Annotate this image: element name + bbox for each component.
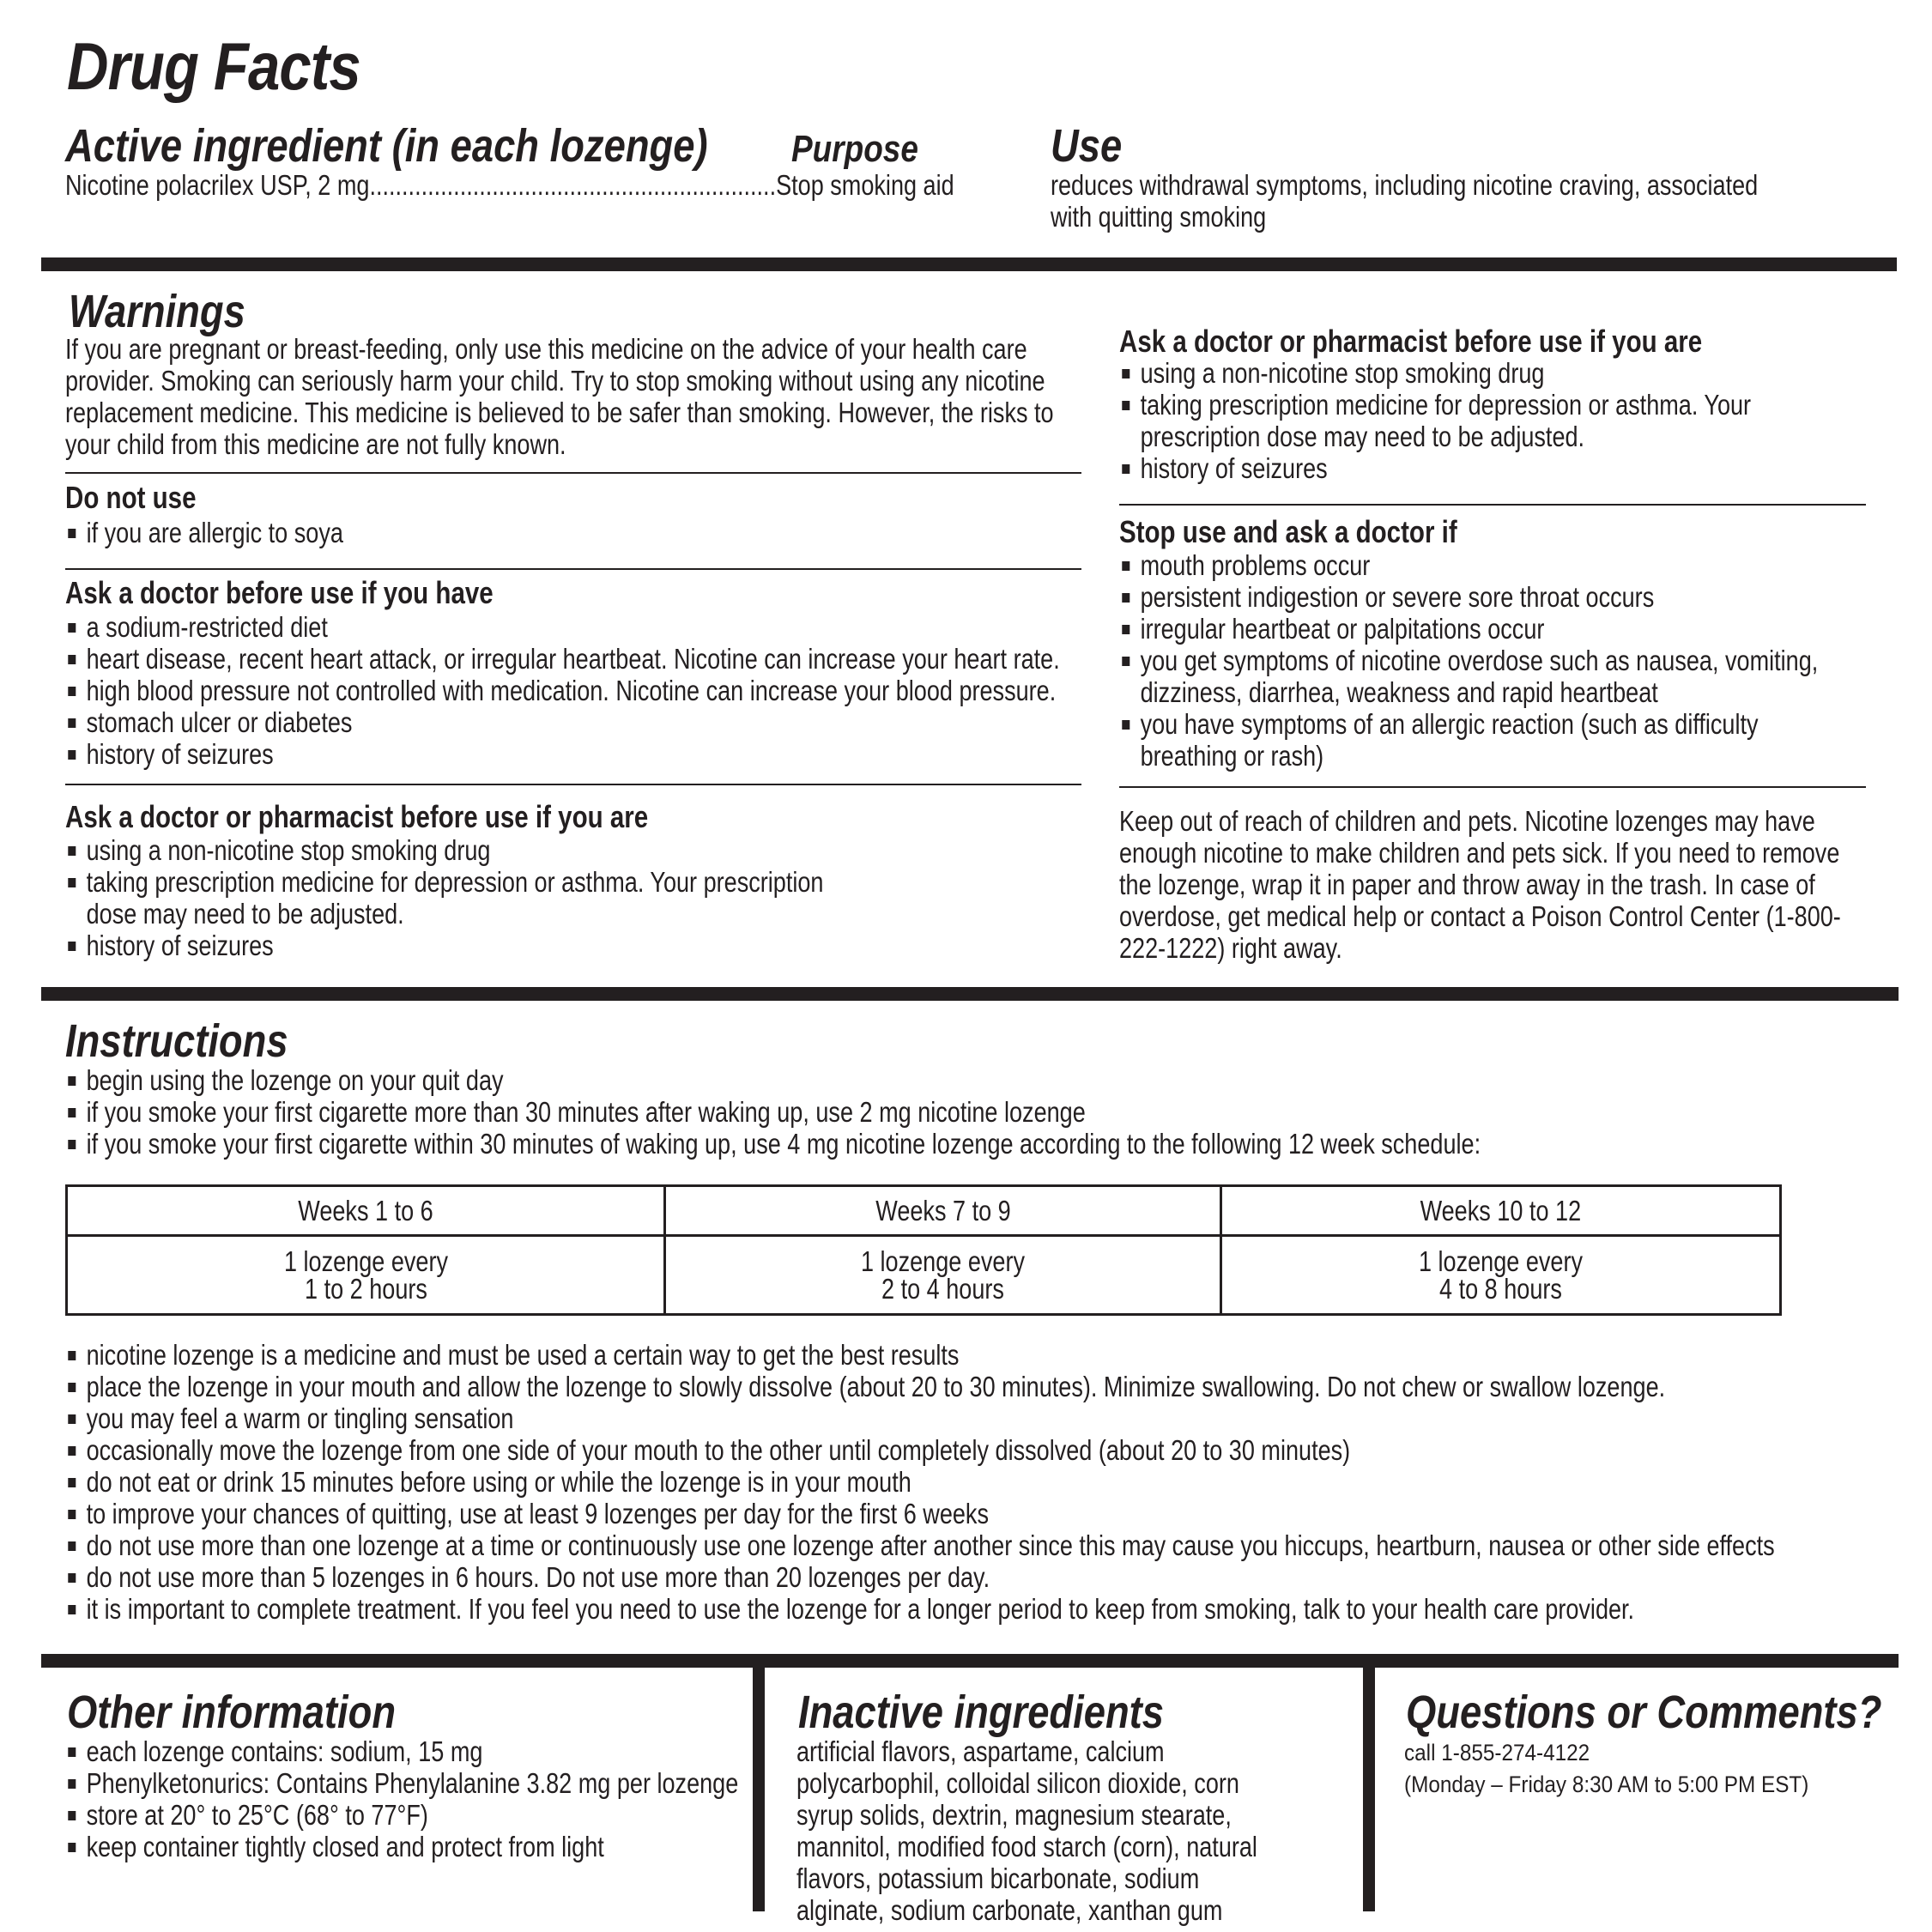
list-item: it is important to complete treatment. If you feel you need to use the lozenge for a longer period to keep from smoking, talk to your health care provider. — [65, 1593, 1775, 1625]
list-item: history of seizures — [1119, 452, 1858, 484]
section-divider — [41, 987, 1899, 1001]
ask-pharmacist-list-right — [1119, 357, 1858, 484]
instructions-list — [65, 1339, 1775, 1625]
list-item: stomach ulcer or diabetes — [65, 706, 1060, 738]
questions-phone: call 1-855-274-4122 — [1404, 1740, 1590, 1765]
list-item: history of seizures — [65, 738, 1060, 770]
schedule-header: Weeks 7 to 9 — [665, 1186, 1221, 1236]
list-item: if you smoke your first cigarette within 30 minutes of waking up, use 4 mg nicotine lozenge according to the following 12 week schedule: — [65, 1128, 1481, 1160]
keep-out-of-reach: Keep out of reach of children and pets. Nicotine lozenges may have enough nicotine to make children and pets sick. If you need to remove the lozenge, wrap it in paper and throw away in the trash. In case of overdose, get medical help or contact a Poison Control Center (1-800-222-1222) right away. — [1119, 805, 1841, 964]
list-item: a sodium-restricted diet — [65, 611, 1060, 643]
stop-use-list — [1119, 549, 1858, 772]
other-information-heading: Other information — [67, 1687, 397, 1738]
inactive-ingredients-heading: Inactive ingredients — [798, 1687, 1165, 1738]
list-item: taking prescription medicine for depression or asthma. Your prescription dose may need to be adjusted. — [65, 866, 833, 930]
list-item: using a non-nicotine stop smoking drug — [1119, 357, 1858, 389]
list-item: Phenylketonurics: Contains Phenylalanine 3.82 mg per lozenge — [65, 1767, 738, 1799]
section-divider — [41, 1654, 1899, 1668]
rule — [1119, 504, 1866, 506]
list-item: store at 20° to 25°C (68° to 77°F) — [65, 1799, 738, 1831]
column-divider — [753, 1654, 765, 1911]
list-item: high blood pressure not controlled with medication. Nicotine can increase your blood pressure. — [65, 675, 1060, 706]
inactive-ingredients-text: artificial flavors, aspartame, calcium polycarbophil, colloidal silicon dioxide, corn syrup solids, dextrin, magnesium stearate, mannitol, modified food starch (corn), natural flavors, potassium bicarbonate, sodium alginate, sodium carbonate, xanthan gum — [796, 1735, 1257, 1926]
column-divider — [1363, 1654, 1375, 1911]
do-not-use-heading: Do not use — [65, 480, 197, 515]
pregnancy-warning: If you are pregnant or breast-feeding, only use this medicine on the advice of your health care provider. Smoking can seriously harm your child. Try to stop smoking without using any nicotine replacement medicine. This medicine is believed to be safer than smoking. However, the risks to your child from this medicine are not fully known. — [65, 333, 1054, 460]
purpose-heading: Purpose — [791, 128, 918, 170]
schedule-header: Weeks 10 to 12 — [1221, 1186, 1781, 1236]
list-item: do not use more than one lozenge at a time or continuously use one lozenge after another since this may cause you hiccups, heartburn, nausea or other side effects — [65, 1529, 1775, 1561]
list-item: mouth problems occur — [1119, 549, 1858, 581]
questions-hours: (Monday – Friday 8:30 AM to 5:00 PM EST) — [1404, 1772, 1809, 1797]
stop-use-heading: Stop use and ask a doctor if — [1119, 514, 1457, 549]
ask-pharmacist-heading-right: Ask a doctor or pharmacist before use if you are — [1119, 324, 1703, 359]
rule — [1119, 786, 1866, 788]
list-item: history of seizures — [65, 930, 833, 961]
rule — [65, 568, 1081, 570]
schedule-cell: 1 lozenge every 2 to 4 hours — [665, 1236, 1221, 1315]
list-item: persistent indigestion or severe sore throat occurs — [1119, 581, 1858, 613]
instructions-heading: Instructions — [65, 1015, 288, 1067]
schedule-header: Weeks 1 to 6 — [67, 1186, 665, 1236]
rule — [65, 472, 1081, 474]
list-item: if you smoke your first cigarette more than 30 minutes after waking up, use 2 mg nicotine lozenge — [65, 1096, 1481, 1128]
list-item: taking prescription medicine for depression or asthma. Your prescription dose may need to be adjusted. — [1119, 389, 1858, 452]
other-information-list — [65, 1735, 738, 1862]
list-item: using a non-nicotine stop smoking drug — [65, 834, 833, 866]
list-item: do not use more than 5 lozenges in 6 hours. Do not use more than 20 lozenges per day. — [65, 1561, 1775, 1593]
list-item: if you are allergic to soya — [65, 517, 343, 548]
list-item: each lozenge contains: sodium, 15 mg — [65, 1735, 738, 1767]
list-item: you get symptoms of nicotine overdose such as nausea, vomiting, dizziness, diarrhea, weakness and rapid heartbeat — [1119, 645, 1858, 708]
schedule-cell: 1 lozenge every 4 to 8 hours — [1221, 1236, 1781, 1315]
list-item: irregular heartbeat or palpitations occur — [1119, 613, 1858, 645]
list-item: nicotine lozenge is a medicine and must be used a certain way to get the best results — [65, 1339, 1775, 1371]
section-divider — [41, 257, 1897, 271]
instructions-intro-list — [65, 1064, 1481, 1160]
page-title: Drug Facts — [67, 28, 360, 104]
list-item: you may feel a warm or tingling sensation — [65, 1402, 1775, 1434]
active-ingredient-heading: Active ingredient (in each lozenge) — [65, 120, 708, 172]
use-heading: Use — [1051, 120, 1123, 172]
warnings-heading: Warnings — [69, 286, 245, 337]
list-item: heart disease, recent heart attack, or irregular heartbeat. Nicotine can increase your heart rate. — [65, 643, 1060, 675]
list-item: place the lozenge in your mouth and allow the lozenge to slowly dissolve (about 20 to 30 minutes). Minimize swallowing. Do not chew or swallow lozenge. — [65, 1371, 1775, 1402]
list-item: keep container tightly closed and protect from light — [65, 1831, 738, 1862]
ask-doctor-list — [65, 611, 1060, 770]
schedule-cell: 1 lozenge every 1 to 2 hours — [67, 1236, 665, 1315]
list-item: to improve your chances of quitting, use at least 9 lozenges per day for the first 6 weeks — [65, 1498, 1775, 1529]
questions-heading: Questions or Comments? — [1406, 1687, 1882, 1738]
list-item: begin using the lozenge on your quit day — [65, 1064, 1481, 1096]
list-item: occasionally move the lozenge from one side of your mouth to the other until completely dissolved (about 20 to 30 minutes) — [65, 1434, 1775, 1466]
ask-pharmacist-heading-left: Ask a doctor or pharmacist before use if you are — [65, 799, 649, 834]
ask-doctor-heading: Ask a doctor before use if you have — [65, 575, 494, 610]
ask-pharmacist-list-left — [65, 834, 833, 961]
list-item: do not eat or drink 15 minutes before using or while the lozenge is in your mouth — [65, 1466, 1775, 1498]
rule — [65, 784, 1081, 785]
active-ingredient-line: Nicotine polacrilex USP, 2 mg...............................................................Stop smoking aid — [65, 169, 954, 201]
do-not-use-list — [65, 517, 343, 548]
use-text: reduces withdrawal symptoms, including nicotine craving, associated with quitting smoking — [1051, 169, 1759, 233]
dosing-schedule-table — [65, 1184, 1782, 1316]
list-item: you have symptoms of an allergic reaction (such as difficulty breathing or rash) — [1119, 708, 1858, 772]
